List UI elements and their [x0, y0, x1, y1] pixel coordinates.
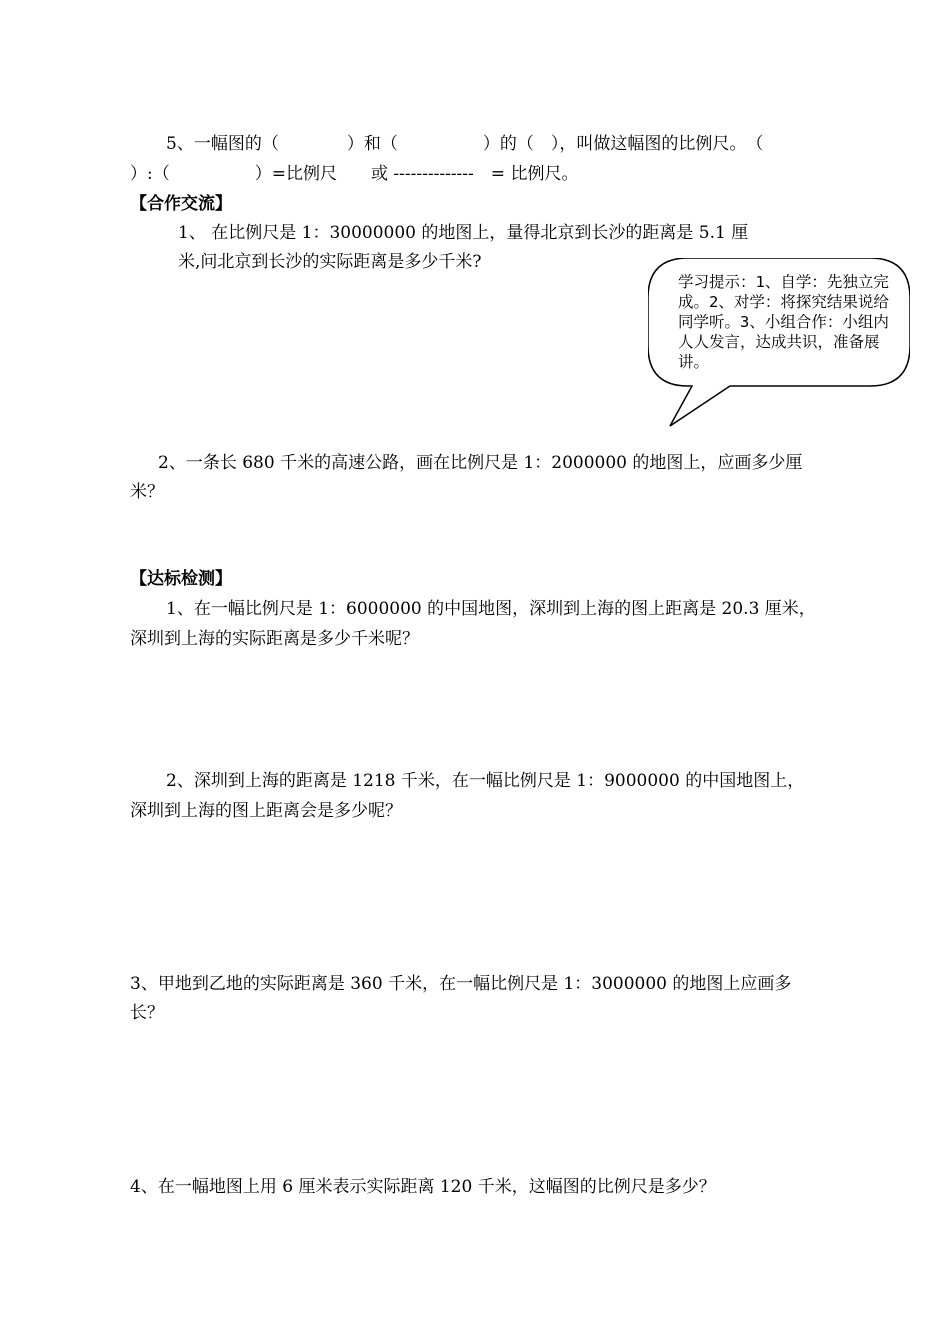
coop-q1-line-1: 1、 在比例尺是 1：30000000 的地图上，量得北京到长沙的距离是 5.1 厘	[178, 223, 749, 243]
coop-q2-line-1: 2、一条长 680 千米的高速公路，画在比例尺是 1：2000000 的地图上，应画多少厘	[158, 453, 803, 473]
study-tip-text: 学习提示：1、自学：先独立完成。2、对学：将探究结果说给同学听。3、小组合作：小组内人人发言，达成共识，准备展讲。	[678, 273, 889, 371]
test-q2-line-1: 2、深圳到上海的距离是 1218 千米，在一幅比例尺是 1：9000000 的中国地图上，	[166, 771, 805, 791]
test-q3-line-1: 3、甲地到乙地的实际距离是 360 千米，在一幅比例尺是 1：3000000 的地图上应画多	[130, 974, 792, 994]
coop-q2-line-2: 米？	[130, 482, 164, 502]
test-q1-line-2: 深圳到上海的实际距离是多少千米呢？	[130, 629, 419, 649]
test-q4-line-1: 4、在一幅地图上用 6 厘米表示实际距离 120 千米，这幅图的比例尺是多少？	[130, 1177, 716, 1197]
test-q2-line-2: 深圳到上海的图上距离会是多少呢？	[130, 801, 402, 821]
q5-line-2: ）:（ ）=比例尺 或 -------------- = 比例尺。	[130, 164, 579, 184]
study-tip-callout	[648, 258, 910, 428]
section-heading-cooperation: 【合作交流】	[130, 194, 232, 214]
test-q3-line-2: 长？	[130, 1003, 164, 1023]
coop-q1-line-2: 米,问北京到长沙的实际距离是多少千米?	[178, 252, 482, 272]
q5-line-1: 5、一幅图的（ ）和（ ）的（ ），叫做这幅图的比例尺。 （	[166, 134, 764, 154]
section-heading-test: 【达标检测】	[130, 569, 232, 589]
test-q1-line-1: 1、在一幅比例尺是 1：6000000 的中国地图，深圳到上海的图上距离是 20.3 厘米，	[166, 599, 816, 619]
